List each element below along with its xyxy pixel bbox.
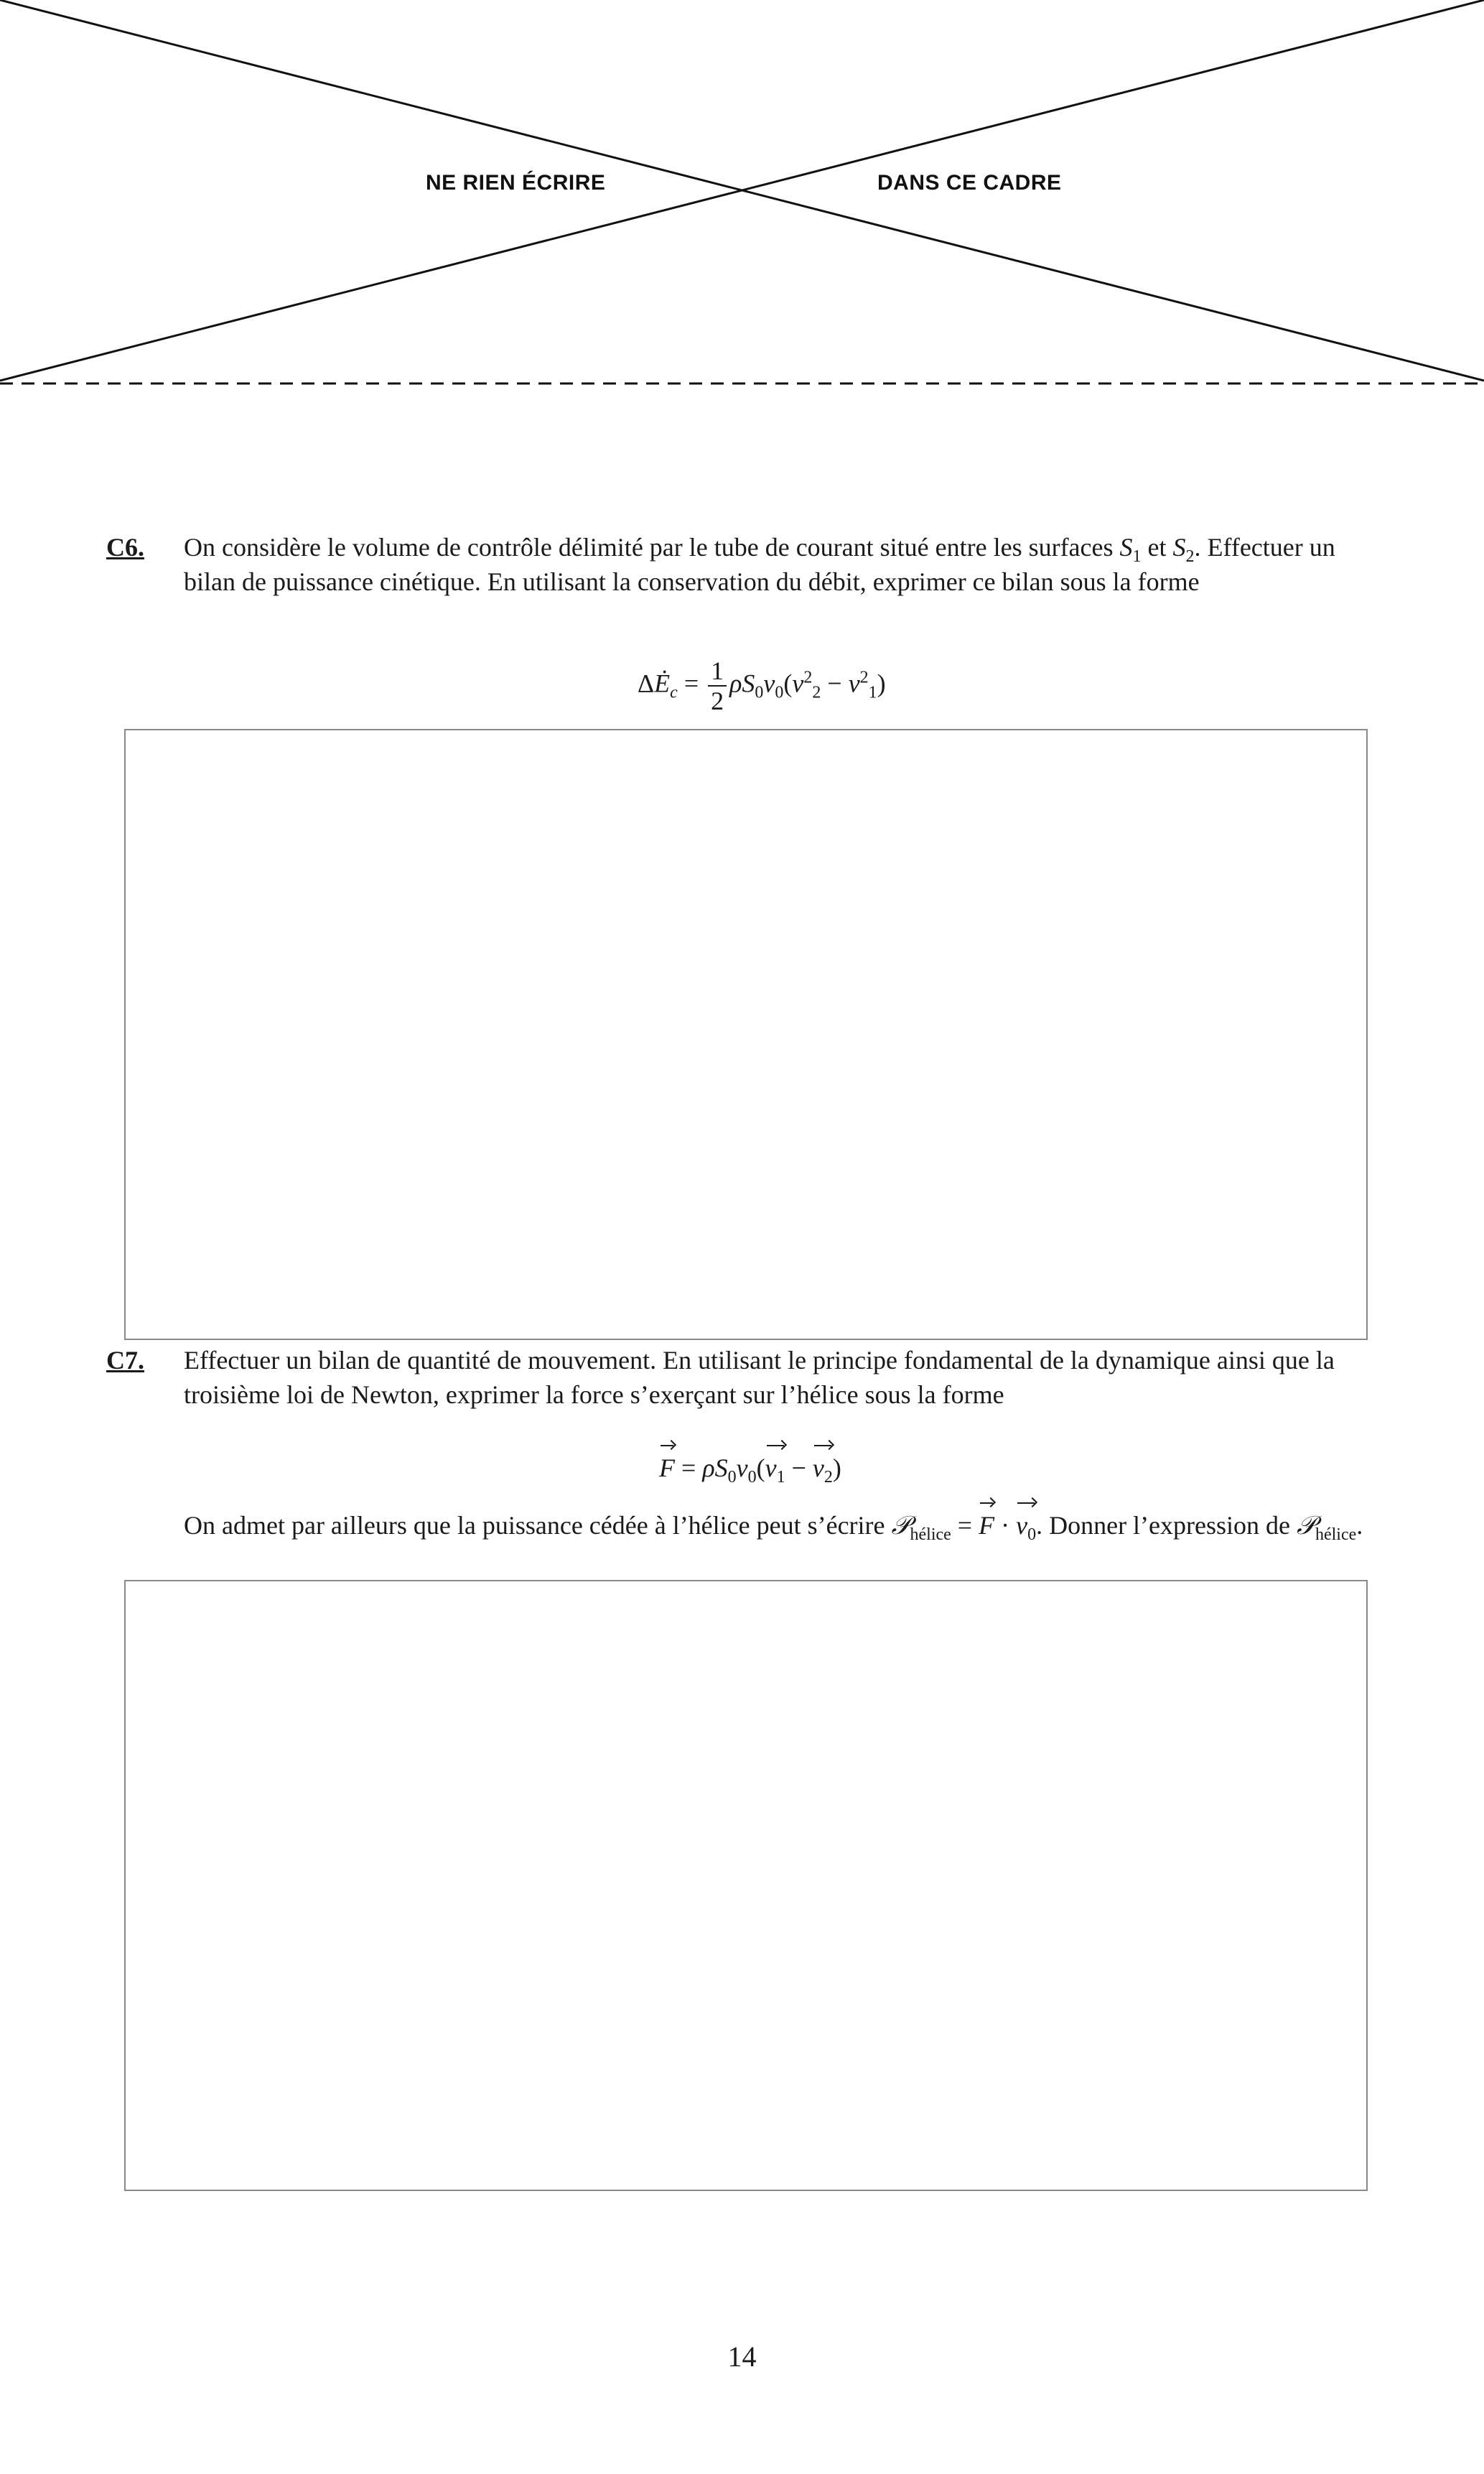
header-left-label: NE RIEN ÉCRIRE (426, 171, 606, 195)
answer-box-c7[interactable] (124, 1580, 1368, 2191)
question-label: C6. (106, 533, 144, 562)
question-text: Effectuer un bilan de quantité de mouvement. En utilisant le principe fondamental de la dynamique ainsi que la troisième loi de Newton, exprimer la force s’exerçant sur l’hélice sous la forme (184, 1346, 1335, 1409)
page-number: 14 (727, 2340, 757, 2373)
do-not-write-zone (0, 0, 1484, 388)
answer-box-c6[interactable] (124, 729, 1368, 1340)
question-text: On considère le volume de contrôle délimité par le tube de courant situé entre les surfaces $S_1$ et $S_2$. Effectuer un bilan de puissance cinétique. En utilisant la conservation du débit, exprimer ce bilan sous la forme (184, 533, 1335, 596)
equation-c7: $F = \rho S_0v_0(v_1 - v_2)$ (659, 1441, 841, 1485)
header-right-label: DANS CE CADRE (877, 171, 1062, 195)
question-text-2: On admet par ailleurs que la puissance cédée à l’hélice peut s’écrire 𝒫$_{hélice}$ = $F \cdot v_0$. Donner l’expression de 𝒫$_{hélice}$. (184, 1498, 1378, 1543)
question-c7-followup (106, 1498, 1378, 1543)
equation-c6: $\Delta Ė_c$ = $\frac{1}{2}$ $\rho S_0v_0(v^2_2 - v^2_1)$ (638, 656, 886, 715)
question-c6 (106, 530, 1378, 599)
question-label: C7. (106, 1346, 144, 1375)
question-c7 (106, 1343, 1378, 1412)
